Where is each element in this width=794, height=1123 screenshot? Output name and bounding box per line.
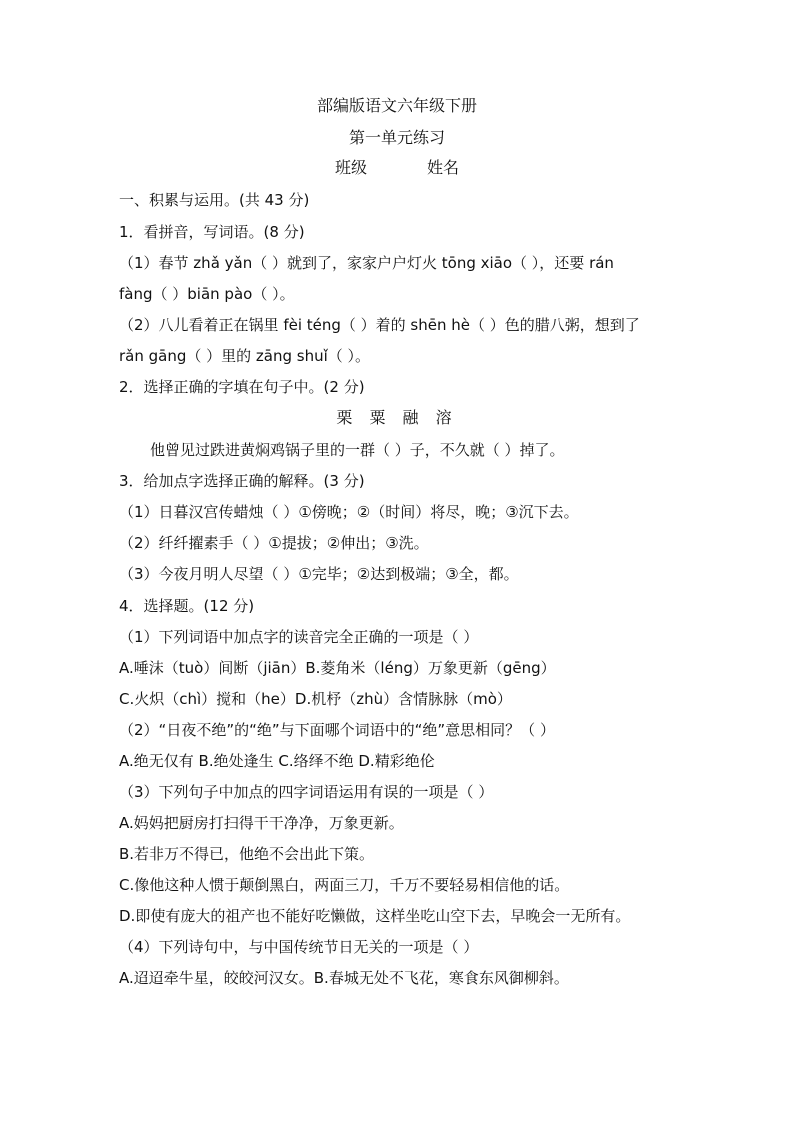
q4-title: 4．选择题。(12 分)	[119, 597, 255, 615]
q2-sentence: 他曾见过跌进黄焖鸡锅子里的一群（ ）子，不久就（ ）掉了。	[150, 441, 565, 459]
q4-s3-option-c: C.像他这种人惯于颠倒黑白，两面三刀，千万不要轻易相信他的话。	[119, 876, 570, 894]
q4-s1-question: （1）下列词语中加点字的读音完全正确的一项是（ ）	[119, 628, 479, 646]
q1-line1: （1）春节 zhǎ yǎn（ ）就到了，家家户户灯火 tōng xiāo（ ），还要 rán	[119, 254, 614, 272]
section1-heading: 一、积累与运用。(共 43 分)	[119, 191, 310, 209]
q4-s1-options-cd: C.火炽（chì）搅和（he）D.机杼（zhù）含情脉脉（mò）	[119, 690, 512, 708]
q1-line3: （2）八儿看着正在锅里 fèi téng（ ）着的 shēn hè（ ）色的腊八粥，想到了	[119, 316, 640, 334]
q4-s4-options-ab: A.迢迢牵牛星，皎皎河汉女。B.春城无处不飞花，寒食东风御柳斜。	[119, 969, 569, 987]
q1-line2: fàng（ ）biān pào（ ）。	[119, 285, 295, 303]
doc-title: 部编版语文六年级下册	[316, 96, 477, 115]
q4-s3-option-b: B.若非万不得已，他绝不会出此下策。	[119, 845, 375, 863]
q3-line1: （1）日暮汉宫传蜡烛（ ）①傍晚；②（时间）将尽，晚；③沉下去。	[119, 503, 579, 521]
q2-char-options: 栗 粟 融 溶	[336, 408, 458, 427]
q4-s2-options: A.绝无仅有 B.绝处逢生 C.络绎不绝 D.精彩绝伦	[119, 752, 435, 770]
q4-s3-option-a: A.妈妈把厨房打扫得干干净净，万象更新。	[119, 814, 404, 832]
class-label: 班级	[334, 158, 367, 177]
doc-subtitle: 第一单元练习	[348, 128, 445, 147]
q1-line4: rǎn gāng（ ）里的 zāng shuǐ（ ）。	[119, 347, 371, 365]
q4-s3-option-d: D.即使有庞大的祖产也不能好吃懒做，这样坐吃山空下去，早晚会一无所有。	[119, 907, 631, 925]
class-name-line	[0, 158, 794, 178]
q1-title: 1．看拼音，写词语。(8 分)	[119, 223, 305, 241]
q3-title: 3．给加点字选择正确的解释。(3 分)	[119, 472, 365, 490]
q3-line3: （3）今夜月明人尽望（ ）①完毕；②达到极端；③全，都。	[119, 565, 519, 583]
q4-s4-question: （4）下列诗句中，与中国传统节日无关的一项是（ ）	[119, 938, 479, 956]
q4-s1-options-ab: A.唾沫（tuò）间断（jiān）B.菱角米（léng）万象更新（gēng）	[119, 659, 556, 677]
q3-line2: （2）纤纤擢素手（ ）①提拔；②伸出；③洗。	[119, 534, 429, 552]
q4-s2-question: （2）“日夜不绝”的“绝”与下面哪个词语中的“绝”意思相同？（ ）	[119, 721, 555, 739]
q2-title: 2．选择正确的字填在句子中。(2 分)	[119, 378, 365, 396]
q4-s3-question: （3）下列句子中加点的四字词语运用有误的一项是（ ）	[119, 783, 494, 801]
name-label: 姓名	[427, 158, 460, 177]
